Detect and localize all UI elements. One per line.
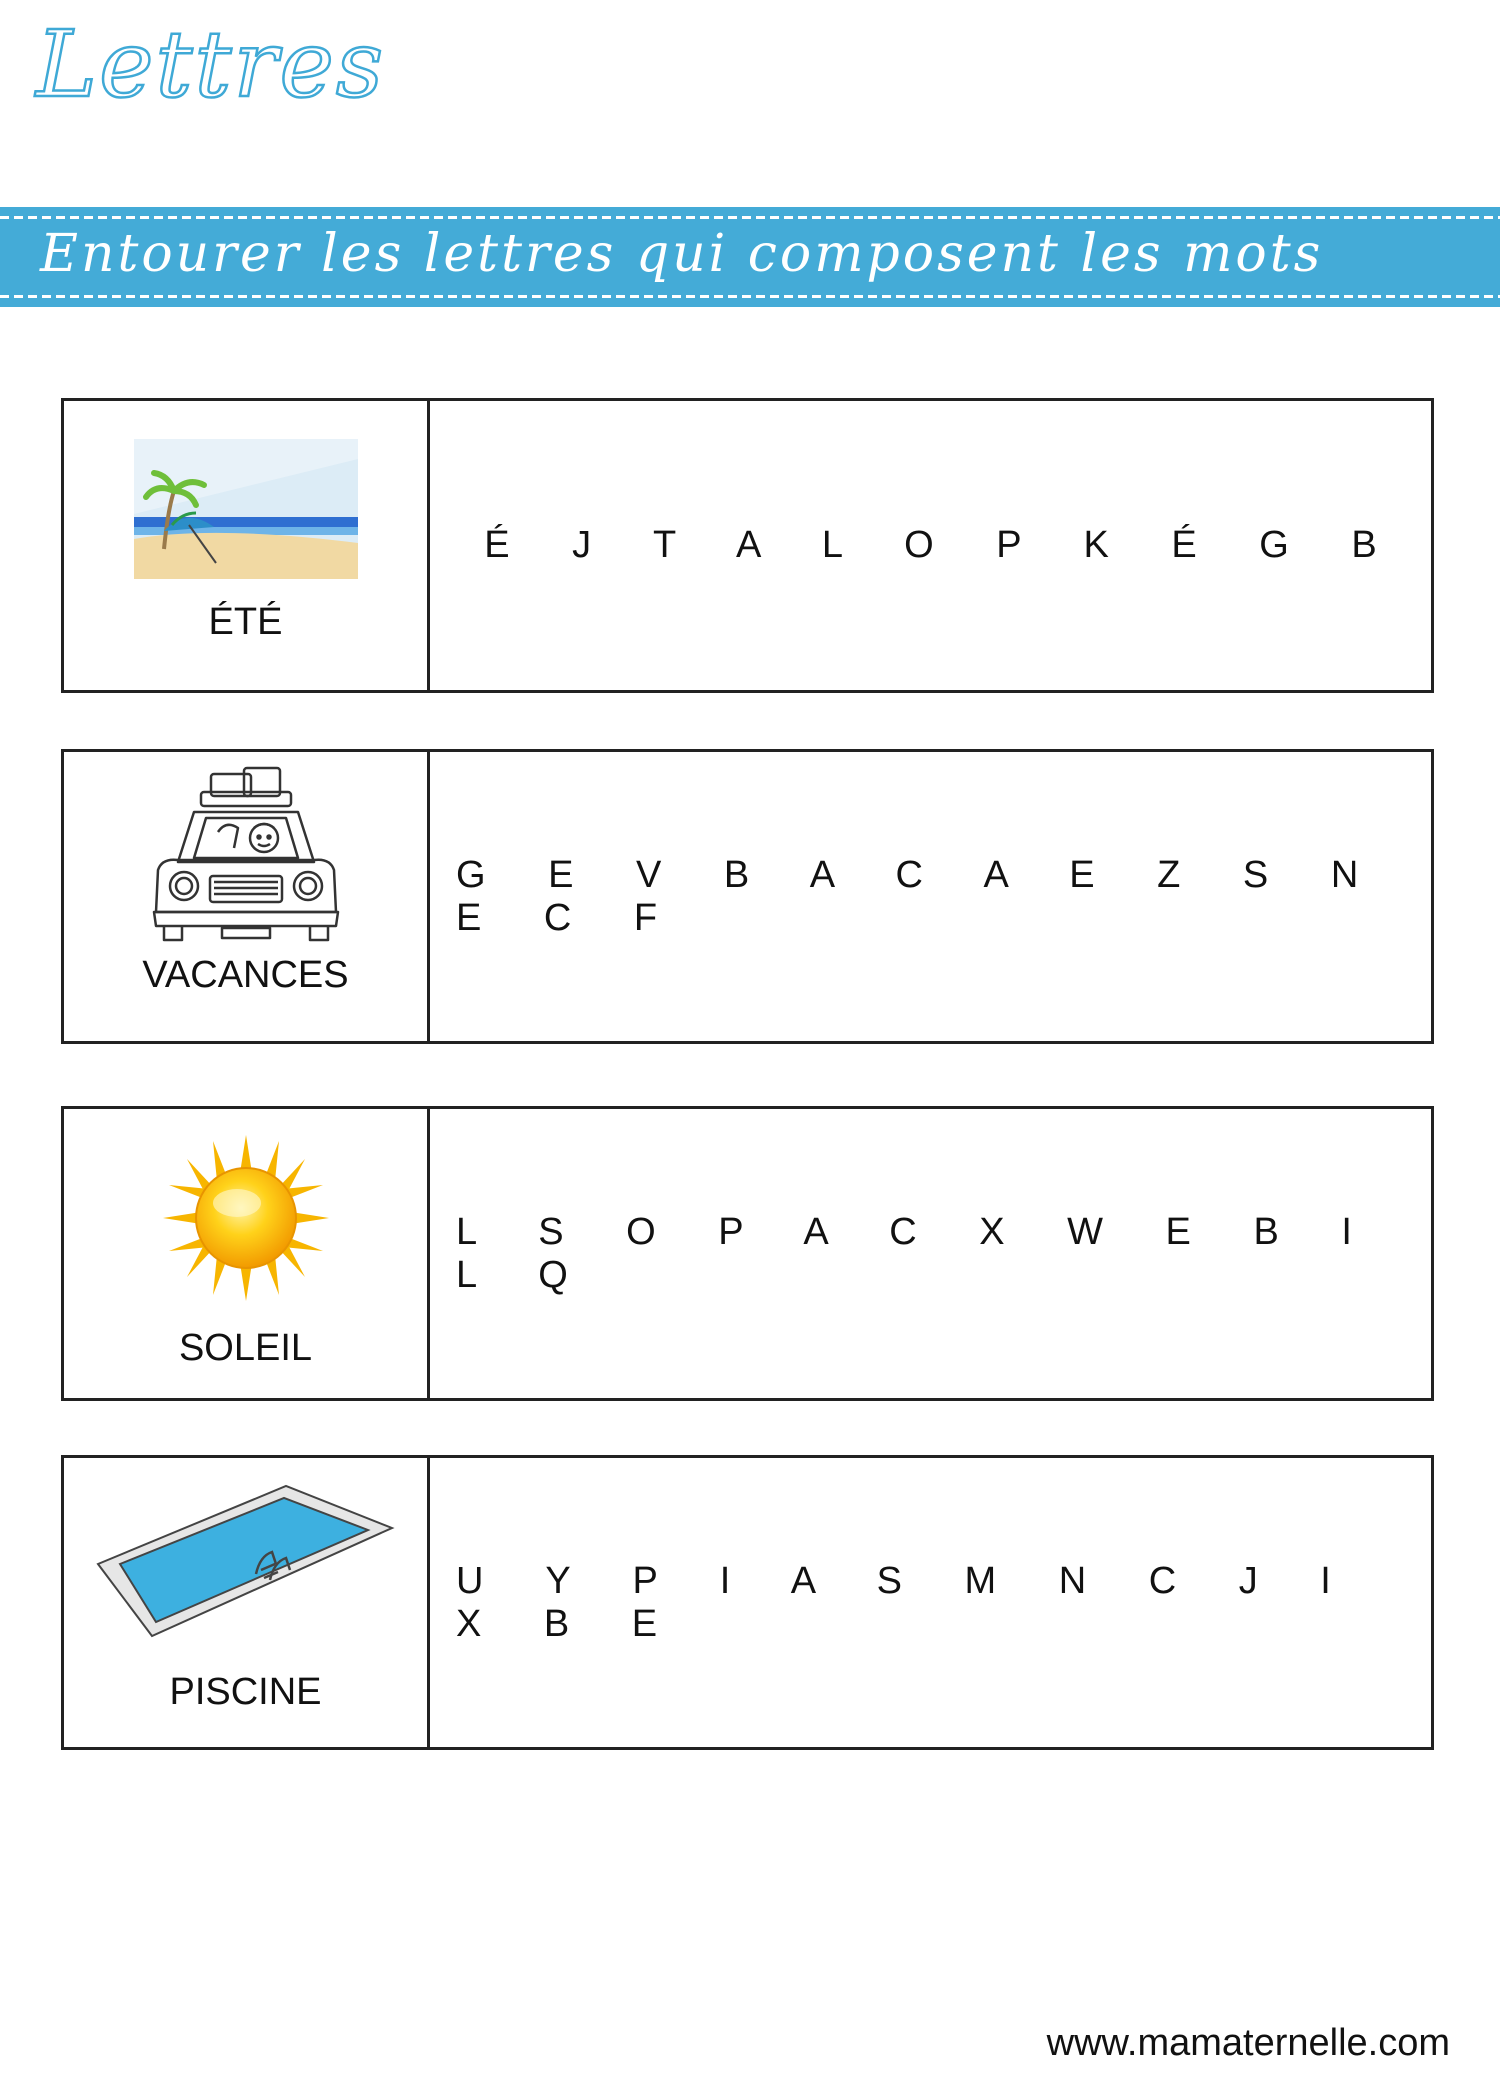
- exercise-row-ete: [61, 398, 1434, 693]
- letter-sequence: É J T A L O P K É G B: [484, 524, 1403, 566]
- beach-icon: [134, 439, 358, 579]
- word-label: SOLEIL: [178, 1327, 313, 1369]
- letter-sequence: G E V B A C A E Z S N E C F: [456, 853, 1385, 939]
- word-label: PISCINE: [169, 1671, 322, 1713]
- exercise-row-soleil: [61, 1106, 1434, 1401]
- word-label: ÉTÉ: [208, 601, 283, 643]
- website-link[interactable]: www.mamaternelle.com: [1046, 2022, 1450, 2064]
- instruction-banner: [0, 207, 1500, 307]
- banner-stitch-top: [0, 216, 1500, 219]
- word-label: VACANCES: [142, 954, 349, 996]
- picture-cell: [64, 1109, 430, 1398]
- letter-sequence: L S O P A C X W E B I L Q: [456, 1210, 1378, 1296]
- sun-icon: [161, 1133, 331, 1303]
- car-icon: [146, 762, 346, 947]
- page-title: Lettres: [36, 11, 386, 118]
- exercise-row-vacances: [61, 749, 1434, 1044]
- pool-icon: [96, 1484, 396, 1639]
- picture-cell: [64, 752, 430, 1041]
- banner-stitch-bottom: [0, 295, 1500, 298]
- picture-cell: [64, 401, 430, 690]
- instruction-text: Entourer les lettres qui composent les mots: [40, 224, 1324, 284]
- exercise-row-piscine: [61, 1455, 1434, 1750]
- letter-sequence: U Y P I A S M N C J I X B E: [456, 1559, 1357, 1645]
- picture-cell: [64, 1458, 430, 1747]
